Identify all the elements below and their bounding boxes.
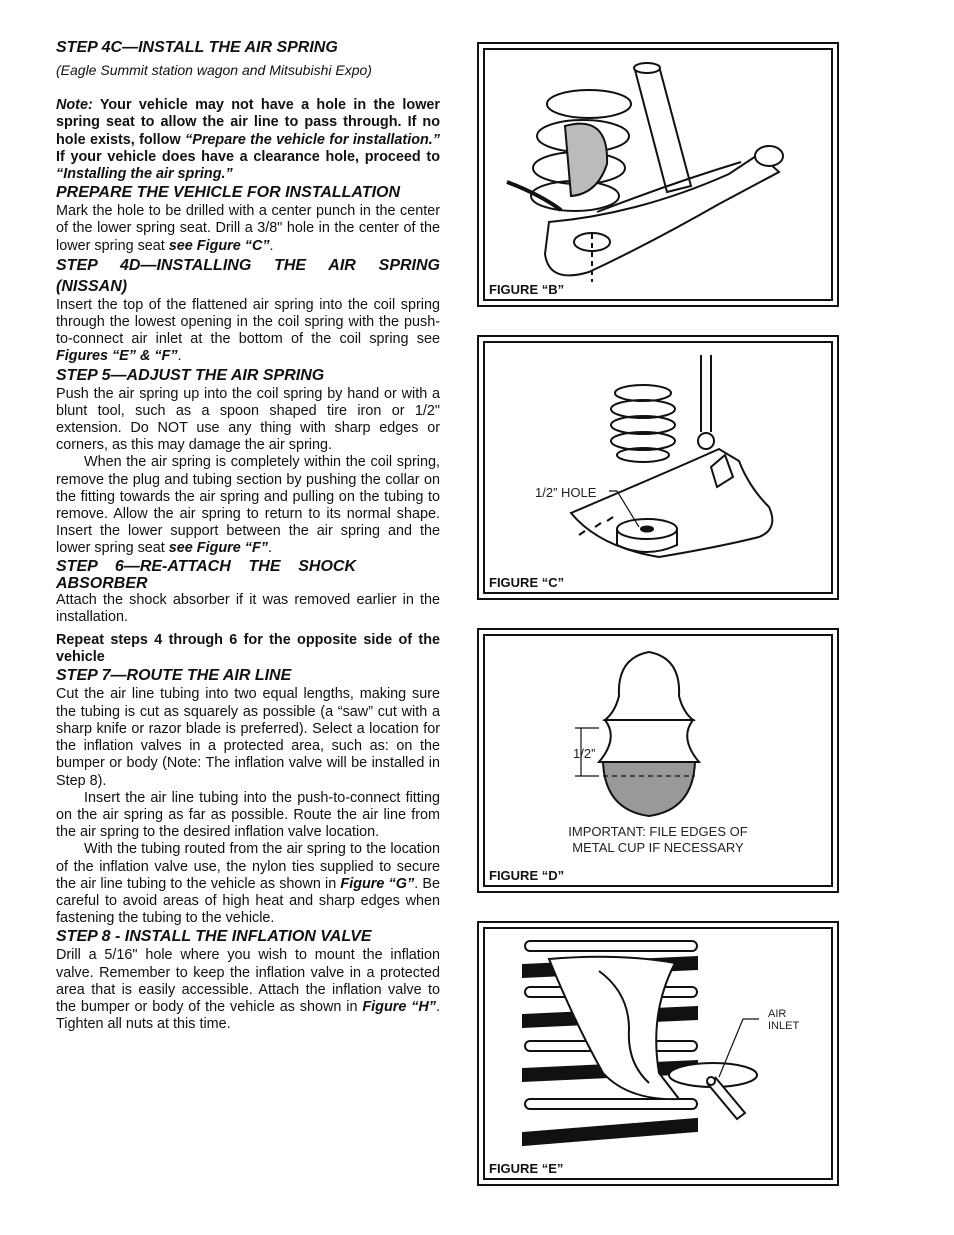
prepare-figure-ref: see Figure “C” <box>168 237 270 254</box>
note-text-2: If your vehicle does have a clearance hole, proceed to <box>56 148 440 165</box>
step-7-end: . Be careful to avoid areas of high heat and sharp edges when fastening the tubing to the vehicle. <box>56 875 440 927</box>
prepare-end: . <box>269 237 274 254</box>
step-8-body: Drill a 5/16" hole where you wish to mount the inflation valve. Remember to keep the inflation valve in a protected area that is easily accessible. Attach the inflation valve to the bumper or body of the vehicle as shown in <box>56 947 440 1015</box>
note-text-1: Your vehicle may not have a hole in the lower spring seat to allow the air line to pass through. If no hole exists, follow <box>56 97 440 148</box>
step-5-body: When the air spring is completely within the coil spring, remove the plug and tubing section by pushing the collar on the fitting towards the air spring and pulling on the tubing to remove. Allow the air spring to return to its normal shape. Insert the lower support between the air spring and the lower spring seat <box>56 454 440 557</box>
figure-e-label: FIGURE “E” <box>489 1161 564 1176</box>
figure-c <box>477 335 839 600</box>
step-4c-note <box>56 97 440 183</box>
figure-b-illustration <box>479 44 837 305</box>
figure-b <box>477 42 839 307</box>
step-5-paragraph-1: Push the air spring up into the coil spring by hand or with a blunt tool, such as a spoon shaped tire iron or 1/2" extension. Do NOT use any thing with sharp edges or corners, as this may damage the air spring. <box>56 385 440 454</box>
step-8-end: . Tighten all nuts at this time. <box>56 998 440 1033</box>
figure-d-label: FIGURE “D” <box>489 868 565 883</box>
step-7-heading: STEP 7—ROUTE THE AIR LINE <box>56 667 292 685</box>
note-link-install: “Installing the air spring.” <box>56 166 233 183</box>
step-4d-end: . <box>177 348 182 365</box>
figure-b-label: FIGURE “B” <box>489 282 565 297</box>
step-7-body: With the tubing routed from the air spring to the location of the inflation valve use, the nylon ties supplied to secure the air line tubing to the vehicle as shown in <box>56 841 440 892</box>
step-4c-subtitle: (Eagle Summit station wagon and Mitsubishi Expo) <box>56 62 372 78</box>
step-7-paragraph-2: Insert the air line tubing into the push-to-connect fitting on the air spring as far as possible. Route the air line from the air spring to the desired inflation valve location. <box>56 789 440 841</box>
step-7-paragraph-1: Cut the air line tubing into two equal lengths, making sure the tubing is cut as squarely as possible (a “saw” cut with a sharp knife or razor blade is preferred). Select a location for the inflation valves in a protected area, such as: on the bumper or body (Note: The inflation valve will be installed in Step 8). <box>56 686 440 789</box>
step-7-paragraph-3 <box>56 841 440 927</box>
dimension-label: 1/2” <box>573 746 596 761</box>
important-line-1: IMPORTANT: FILE EDGES OF <box>568 824 748 839</box>
step-5-end: . <box>267 540 272 557</box>
inlet-label: INLET <box>768 1020 800 1032</box>
repeat-note: Repeat steps 4 through 6 for the opposite side of the vehicle <box>56 632 440 666</box>
figure-c-label: FIGURE “C” <box>489 575 565 590</box>
step-4d-heading: STEP 4D—INSTALLING THE AIR SPRING (NISSAN) <box>56 256 440 295</box>
figure-e-illustration <box>479 923 837 1184</box>
prepare-heading: PREPARE THE VEHICLE FOR INSTALLATION <box>56 184 401 202</box>
figure-e <box>477 921 839 1186</box>
step-4d-body: Insert the top of the flattened air spring into the coil spring through the lowest opening in the coil spring with the push-to-connect air inlet at the bottom of the coil spring see <box>56 296 440 348</box>
step-8-figure-ref: Figure “H” <box>362 998 436 1015</box>
step-7-figure-ref: Figure “G” <box>340 875 415 892</box>
instructions-column <box>56 38 440 1033</box>
step-6-heading: STEP 6—RE-ATTACH THE SHOCK ABSORBER <box>56 557 356 592</box>
prepare-text <box>56 203 440 255</box>
note-link-prepare: “Prepare the vehicle for installation.” <box>185 131 440 148</box>
step-4d-figure-ref: Figures “E” & “F” <box>56 348 178 365</box>
prepare-body: Mark the hole to be drilled with a center punch in the center of the lower spring seat. Drill a 3/8" hole in the center of the lower spring seat <box>56 203 440 254</box>
step-8-text <box>56 947 440 1033</box>
step-4c-heading: STEP 4C—INSTALL THE AIR SPRING <box>56 39 338 56</box>
step-8-heading: STEP 8 - INSTALL THE INFLATION VALVE <box>56 928 372 946</box>
important-line-2: METAL CUP IF NECESSARY <box>572 840 744 855</box>
step-5-heading: STEP 5—ADJUST THE AIR SPRING <box>56 366 325 384</box>
step-6-text: Attach the shock absorber if it was removed earlier in the installation. <box>56 591 440 625</box>
hole-size-label: 1/2” HOLE <box>535 485 597 500</box>
air-label: AIR <box>768 1008 787 1020</box>
step-4d-text <box>56 297 440 366</box>
step-5-paragraph-2 <box>56 454 440 557</box>
step-5-figure-ref: see Figure “F” <box>168 540 268 557</box>
figure-d <box>477 628 839 893</box>
figure-c-illustration <box>479 337 837 598</box>
note-label: Note: <box>56 97 93 114</box>
